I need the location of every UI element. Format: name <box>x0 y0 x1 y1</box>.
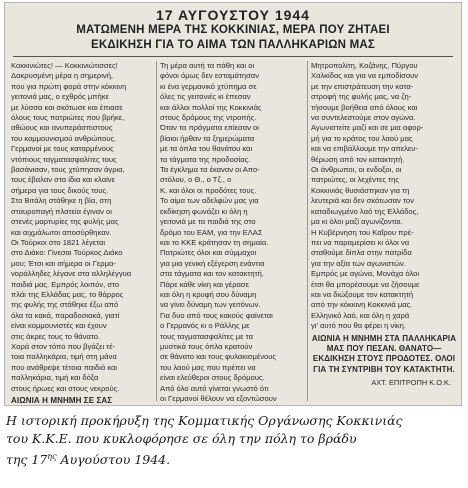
text-line: μυστικά τους όπλα κρατούν <box>160 341 253 351</box>
column-3-closing: ΑΙΩΝΙΑ Η ΜΝΗΜΗ ΣΤΑ ΠΑΛΛΗΚΑΡΙΑ ΜΑΣ ΠΟΥ ΠΕΣΑΝ. ΘΑΝΑΤΟ—ΕΚΔΙΚΗΣΗ ΣΤΟΥΣ ΠΡΟΔΟΤΕΣ. ΟΛΟΙ ΓΙΑ ΤΗ ΣΥΝΤΡΙΒΗ ΤΟΥ ΚΑΤΑΚΤΗΤΗ. <box>311 333 457 374</box>
caption-line-3-end: Αυγούστου 1944. <box>56 452 171 468</box>
column-2-lines <box>160 61 304 405</box>
text-line: καταδιωγμένο λαό της Ελλάδος, <box>311 206 419 216</box>
caption-line-2: του Κ.Κ.Ε. που κυκλοφόρησε σε όλη την πόλη το βράδυ <box>6 431 357 446</box>
text-line: να συντελεστούμε στον αγώνα. <box>311 113 416 123</box>
text-line: με τα όπλα του θανάτου και <box>160 144 253 154</box>
text-line: που για πρώτη φορά στην κόκκινη <box>11 81 127 91</box>
text-line: ντόπιους ταγματασφαλίτες τους <box>11 154 117 164</box>
column-divider-1 <box>156 61 157 401</box>
text-line: σταθούμε δίπλα στην πατρίδα <box>311 248 412 258</box>
text-line: Εμπρός με αγώνα, Μονάχα όλοι <box>311 269 420 279</box>
text-line: δρόμο του ΕΑΜ, για την ΕΛΑΣ <box>160 227 263 237</box>
text-line: Πατριώτες όλοι και σύμμαχοι <box>160 248 257 258</box>
headline-line-2: ΕΚΔΙΚΗΣΗ ΓΙΑ ΤΟ ΑΙΜΑ ΤΩΝ ΠΑΛΛΗΚΑΡΙΩΝ ΜΑΣ <box>91 39 375 51</box>
text-line: στις άκρες τους το θάνατο. <box>11 331 101 341</box>
text-line: Ελληνικό λαό, και όλη η χαρά <box>311 310 410 320</box>
text-line: και αιχμάλωτοι αποσύρθηκαν. <box>11 227 112 237</box>
text-line: σήμερα για τους δικούς τους. <box>11 185 109 195</box>
text-line: βασάνισαν, τους χτύπησαν άγρια, <box>11 165 125 175</box>
text-line: πλάι της Ελλάδας μας, το θάρρος <box>11 289 124 299</box>
text-line: θέρωση από τον κατακτητή. <box>311 154 405 164</box>
caption-ordinal-suffix: ης <box>47 452 57 461</box>
text-line: βίαιοι ήρθαν τα ξημερώματα <box>160 133 255 143</box>
text-line: πατριώτες, οι λεχέντες της <box>311 175 400 185</box>
text-line: τοια παλληκάρια, τιμή στη μάνα <box>11 352 117 362</box>
text-line: Δακρυσμένη μέρα η σημερινή, <box>11 71 114 81</box>
text-line: Αγωνιστείτε μαζί και σε μια αφορ- <box>311 123 424 133</box>
text-line: γειτονιά μας, ο εχθρός μπήκε <box>11 92 109 102</box>
text-line: Τη μέρα αυτή τα πάθη και οι <box>160 61 255 70</box>
text-line: με την επιστράτευση την κατα- <box>311 81 414 91</box>
text-line: σταυροπαγή πλατεία έγιναν οι <box>11 206 112 216</box>
text-line: Χαρά στον τόπο που βγάζει τέ- <box>11 341 116 351</box>
text-line: όλους τους πατριώτες που βρήκε, <box>11 113 125 123</box>
caption-line-1: Η ιστορική προκήρυξη της Κομματικής Οργάνωσης Κοκκινιάς <box>6 413 403 428</box>
text-line: Κ. και όλοι οι προδότες τους. <box>160 185 257 195</box>
caption-line-3 <box>6 448 464 469</box>
text-line: Οι άνθρωποι, οι ενδοξοι, οι <box>311 165 402 175</box>
text-line: Μητροπολίτη, Κοζάνης, Πύργου <box>311 61 418 70</box>
text-line: Από όλο αυτό γίνεται γνωστό ότι <box>160 383 269 393</box>
text-line: τους έβαλαν στα ίδια και κλαίνε <box>11 175 115 185</box>
headline-line-1: ΜΑΤΩΜΕΝΗ ΜΕΡΑ ΤΗΣ ΚΟΚΚΙΝΙΑΣ, ΜΕΡΑ ΠΟΥ ΖΗΤΑΕΙ <box>76 24 390 36</box>
text-line: στο Διάκο: Γίνεσαι Τούρκος Διάκο <box>11 248 123 258</box>
text-line: ο Γερμανός κι ο Ράλλης με <box>160 321 250 331</box>
text-line: Το αίμα των αδελφών μας για <box>160 196 259 206</box>
text-line: νοράλληδες λέγανε στα αλληλέγγυα <box>11 269 132 279</box>
text-line: στόλου, ο Θ., ο Τζ., ο <box>160 175 232 185</box>
text-line: αθώους και ανυπεράσπιστους <box>11 123 113 133</box>
text-line: για μια γενική εξέγερση ενάντια <box>160 258 265 268</box>
text-line: φόνοι όμως δεν εσταμάτησαν <box>160 71 259 81</box>
text-line: να γίνει δύναμη των γειτόνων. <box>160 300 261 310</box>
text-line: με λύσσα και σκότωσε και έπιασε <box>11 102 123 112</box>
text-line: που ανάθρεψε τέτοια παιδιά και <box>11 362 118 372</box>
text-line: και να επιβάλλουμε την απελευ- <box>311 144 418 154</box>
text-line: Για δυο από τους κακούς φαίνεται <box>160 310 273 320</box>
text-line: και άλλοι πολλοί της Κοκκινιάς <box>160 102 262 112</box>
text-line: εκδίκηση φωνάζει κι όλη η <box>160 206 248 216</box>
text-line: γειτονιά με τα παιδιά της στο <box>160 217 256 227</box>
text-line: είναι ελεύθεροι στους δρόμους. <box>160 373 265 383</box>
text-line: στους δρόμους της ντροπής. <box>160 113 257 123</box>
text-line: για την αξία των αγωνιστών. <box>311 258 406 268</box>
text-line: και το ΚΚΕ κράτησαν τη σημαία. <box>160 237 269 247</box>
text-line: Γερμανοί με τους καταρμένους <box>11 144 114 154</box>
text-line: είναι κομμουνιστές και έχουν <box>11 321 107 331</box>
text-line <box>160 404 304 405</box>
text-line: της φυλής της στάθηκε έξω από <box>11 300 119 310</box>
text-line: τους ταγματασφαλίτες με τα <box>160 331 253 341</box>
signature: ΑΧΤ. ΕΠΙΤΡΟΠΗ Κ.Ο.Κ. <box>371 378 451 388</box>
text-line: έτσι θα μπορέσουμε να ζήσουμε <box>311 279 420 289</box>
text-line: του κομμουνισμού ανθρώπους. <box>11 133 117 143</box>
text-line: μα κι όλοι μαζί αγωνίζονται. <box>311 217 403 227</box>
text-line: του λαού μας που πρέπει να <box>160 362 256 372</box>
text-line: Όταν τα πράγματα επίεσαν οι <box>160 123 259 133</box>
text-line: Η Κυβέρνηση του Καΐρου πρέ- <box>311 227 414 237</box>
text-line: κι ένα γερμανικό χτύπημα σε <box>160 81 257 91</box>
column-divider-2 <box>307 61 308 401</box>
clipping-date: 17 ΑΥΓΟΥΣΤΟΥ 1944 <box>156 7 310 23</box>
text-line: Χαλκίδος και για να εμποδίσουν <box>311 71 419 81</box>
text-line: Πάρε κάθε νίκη και γέρασε <box>160 279 249 289</box>
text-line: Στο Βιτάλη στάθηκε η βία, στη <box>11 196 112 206</box>
text-line: οι Γερμανοί θέλουν να εξοντώσουν <box>160 394 277 403</box>
text-column-2 <box>160 61 304 405</box>
text-line: τήσουμε βοήθεια από όλους και <box>311 102 418 112</box>
column-1-lines <box>11 61 153 394</box>
column-3-lines <box>311 61 457 332</box>
text-line: όλες τις γειτονιές κι έπεσαν <box>160 92 251 102</box>
text-line: παιδιά μας. Εμπρός λοιπόν, στο <box>11 279 120 289</box>
text-line: στους ήρωες και στους νεκρούς. <box>11 383 120 393</box>
text-line: λευτεριά και δεν σκότωσαν τον <box>311 196 414 206</box>
text-line: τα τάγματα της προδοσίας. <box>160 154 251 164</box>
text-line: παλληκάρια, τιμή και δόξα <box>11 373 99 383</box>
text-column-3 <box>311 61 457 405</box>
text-line: στροφή της φυλής μας, να ζη- <box>311 92 412 102</box>
text-line: στενές μαρτυρίες της φυλής μας <box>11 217 119 227</box>
text-line: γι' αυτό που θα φέρει η νίκη. <box>311 321 407 331</box>
text-column-1 <box>11 61 153 405</box>
text-line: Κοκκινιώτες! — Κοκκινιώτισσες! <box>11 61 118 70</box>
text-line: στα τάγματα και τον κατακτητή. <box>160 269 264 279</box>
text-line: και να διώξουμε τον κατακτητή <box>311 289 414 299</box>
headline-rule <box>13 56 453 57</box>
text-line: μή για το κράτος του λαού μας <box>311 133 413 143</box>
text-line: Οι Τούρκοι στο 1821 λέγεται <box>11 237 106 247</box>
text-line: Κοκκινιάς θυσιάστηκαν για τη <box>311 185 410 195</box>
text-line: και όλη η κρυφή σου δύναμη <box>160 289 257 299</box>
text-line: μου; Έτσι και σήμερα οι Γερμα- <box>11 258 116 268</box>
caption <box>6 412 464 469</box>
text-line: Τα έγκλημα τα έκαναν οι Απο- <box>160 165 260 175</box>
text-line: από την κόκκινη Κοκκινιά μας. <box>311 300 413 310</box>
text-line: σε θάνατο και τους φυλακισμένους <box>160 352 277 362</box>
text-line: πει να παραμερίσει κι όλοι να <box>311 237 410 247</box>
text-line: όλα τα κακά, παραδοσιακά, γιατί <box>11 310 120 320</box>
newspaper-clipping <box>4 2 462 406</box>
caption-line-3-start: της 17 <box>6 452 48 468</box>
column-1-closing: ΑΙΩΝΙΑ Η ΜΝΗΜΗ ΣΕ ΣΑΣ <box>11 396 113 405</box>
